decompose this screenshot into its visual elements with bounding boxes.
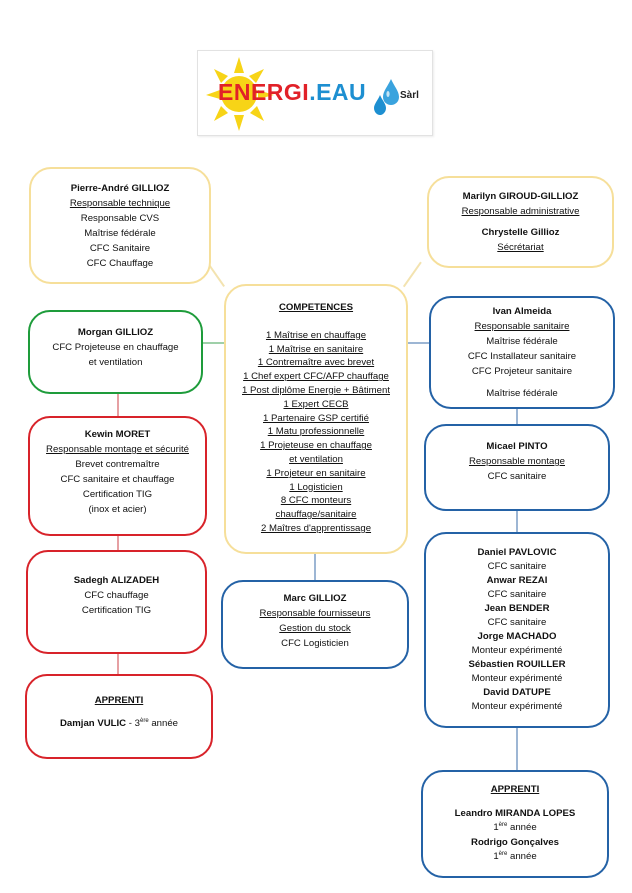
person-name: Marilyn GIROUD-GILLIOZ	[462, 191, 579, 202]
node-montage-team	[424, 532, 610, 728]
person-name: David DATUPE	[483, 687, 551, 698]
year-number: 1	[493, 822, 499, 834]
person-name: Morgan GILLIOZ	[77, 326, 154, 338]
brand-part-energi: ENERGI	[218, 79, 310, 105]
qualification: Monteur expérimenté	[471, 645, 563, 656]
legal-form: Sàrl	[400, 90, 419, 101]
qualification: Responsable CVS	[80, 212, 160, 224]
node-morgan-gillioz	[28, 310, 203, 394]
person-name: Leandro MIRANDA LOPES	[454, 807, 576, 819]
qualification: Certification TIG	[81, 604, 152, 616]
qualification: CFC chauffage	[84, 589, 149, 601]
qualification: CFC sanitaire	[487, 589, 547, 600]
competence-item: 1 Chef expert CFC/AFP chauffage	[243, 371, 389, 383]
connector-morgan-kewin	[117, 394, 119, 416]
company-logo	[197, 50, 433, 136]
connector-competences-marc	[314, 553, 316, 580]
person-role: Gestion du stock	[279, 622, 351, 634]
person-name: Rodrigo Gonçalves	[471, 836, 559, 848]
connector-ivan-competences	[406, 342, 430, 344]
qualification: Maîtrise fédérale	[84, 227, 156, 239]
person-name: Damjan VULIC	[60, 717, 127, 729]
competence-item: 1 Expert CECB	[283, 398, 349, 410]
competence-item: 1 Logisticien	[289, 481, 343, 493]
apprenti-title: APPRENTI	[490, 784, 540, 796]
connector-team-apprenti	[516, 728, 518, 770]
qualification: Brevet contremaître	[75, 459, 160, 470]
connector-morgan-competences	[203, 342, 226, 344]
person-name: Sadegh ALIZADEH	[73, 574, 160, 586]
qualification: Monteur expérimenté	[471, 701, 563, 712]
person-name: Jorge MACHADO	[477, 631, 557, 642]
connector-sadegh-apprenti	[117, 654, 119, 674]
qualification: Maîtrise fédérale	[486, 388, 558, 399]
person-name: Micael PINTO	[486, 441, 548, 452]
connector-kewin-sadegh	[117, 536, 119, 550]
year-word: année	[507, 851, 537, 863]
competence-item: 1 Maîtrise en chauffage	[265, 329, 367, 341]
person-role: Responsable administrative	[461, 206, 580, 217]
person-name: Kewin MORET	[84, 429, 151, 440]
person-role: Responsable montage	[468, 456, 565, 467]
node-apprenti-left	[25, 674, 213, 759]
year-line	[429, 821, 601, 836]
node-micael-pinto	[424, 424, 610, 511]
year-word: année	[148, 717, 178, 729]
qualification: CFC Projeteur sanitaire	[471, 366, 573, 377]
competence-item: 1 Maîtrise en sanitaire	[268, 343, 364, 355]
person-name: Ivan Almeida	[492, 306, 552, 317]
person-name: Jean BENDER	[484, 603, 550, 614]
year-line	[429, 850, 601, 865]
person-role: Responsable fournisseurs	[259, 607, 371, 619]
node-competences	[224, 284, 408, 554]
person-name: Sébastien ROUILLER	[468, 659, 566, 670]
competence-item: 2 Maîtres d'apprentissage	[260, 522, 372, 534]
brand-part-eau: .EAU	[309, 79, 367, 105]
year-number: 1	[493, 851, 499, 863]
year-word: année	[507, 822, 537, 834]
water-drop-icon	[372, 77, 402, 119]
qualification: Maîtrise fédérale	[486, 336, 558, 347]
competence-item: 8 CFC monteurs	[280, 495, 352, 507]
qualification: CFC Projeteuse en chauffage	[52, 341, 179, 353]
node-apprenti-right	[421, 770, 609, 878]
qualification: CFC Chauffage	[86, 257, 154, 269]
brand-name	[218, 79, 366, 106]
competence-item: et ventilation	[289, 453, 343, 465]
person-name: Daniel PAVLOVIC	[477, 547, 557, 558]
qualification: CFC sanitaire	[487, 617, 547, 628]
node-ivan-almeida	[429, 296, 615, 409]
separator: -	[126, 717, 135, 729]
competence-item: 1 Projeteur en sanitaire	[266, 467, 366, 479]
node-marilyn-giroud-gillioz	[427, 176, 614, 268]
connector-marilyn-competences	[403, 262, 421, 287]
person-role: Sécrétariat	[497, 242, 544, 253]
person-name: Chrystelle Gillioz	[481, 227, 560, 238]
competence-item: 1 Projeteuse en chauffage	[260, 440, 372, 452]
year-ordinal: ère	[498, 851, 508, 858]
year-ordinal: ère	[498, 822, 508, 829]
qualification: CFC Logisticien	[281, 637, 349, 649]
connector-ivan-micael	[516, 409, 518, 424]
competence-item: 1 Matu professionnelle	[267, 426, 365, 438]
person-name: Marc GILLIOZ	[283, 592, 347, 604]
competences-title: COMPETENCES	[278, 302, 354, 313]
year-ordinal: ère	[139, 717, 149, 724]
person-role: Responsable sanitaire	[474, 321, 570, 332]
person-role: Responsable technique	[69, 197, 171, 209]
node-pierre-andre-gillioz	[29, 167, 211, 284]
person-name: Anwar REZAI	[486, 575, 548, 586]
qualification: et ventilation	[88, 356, 143, 368]
qualification: (inox et acier)	[88, 504, 147, 515]
apprenti-title: APPRENTI	[94, 694, 144, 706]
competence-item: 1 Partenaire GSP certifié	[263, 412, 369, 424]
qualification: Certification TIG	[82, 489, 153, 500]
apprenti-entry	[33, 716, 205, 731]
competence-item: 1 Contremaître avec brevet	[257, 357, 375, 369]
node-kewin-moret	[28, 416, 207, 536]
person-role: Responsable montage et sécurité	[46, 444, 189, 455]
connector-micael-team	[516, 511, 518, 532]
competence-item: chauffage/sanitaire	[275, 509, 357, 521]
node-marc-gillioz	[221, 580, 409, 669]
qualification: CFC Sanitaire	[89, 242, 151, 254]
qualification: CFC Installateur sanitaire	[467, 351, 577, 362]
qualification: Monteur expérimenté	[471, 673, 563, 684]
year-number: 3	[134, 717, 140, 729]
qualification: CFC sanitaire	[487, 561, 547, 572]
qualification: CFC sanitaire	[487, 471, 547, 482]
node-sadegh-alizadeh	[26, 550, 207, 654]
qualification: CFC sanitaire et chauffage	[60, 474, 175, 485]
person-name: Pierre-André GILLIOZ	[70, 182, 170, 194]
competence-item: 1 Post diplôme Energie + Bâtiment	[242, 384, 390, 396]
